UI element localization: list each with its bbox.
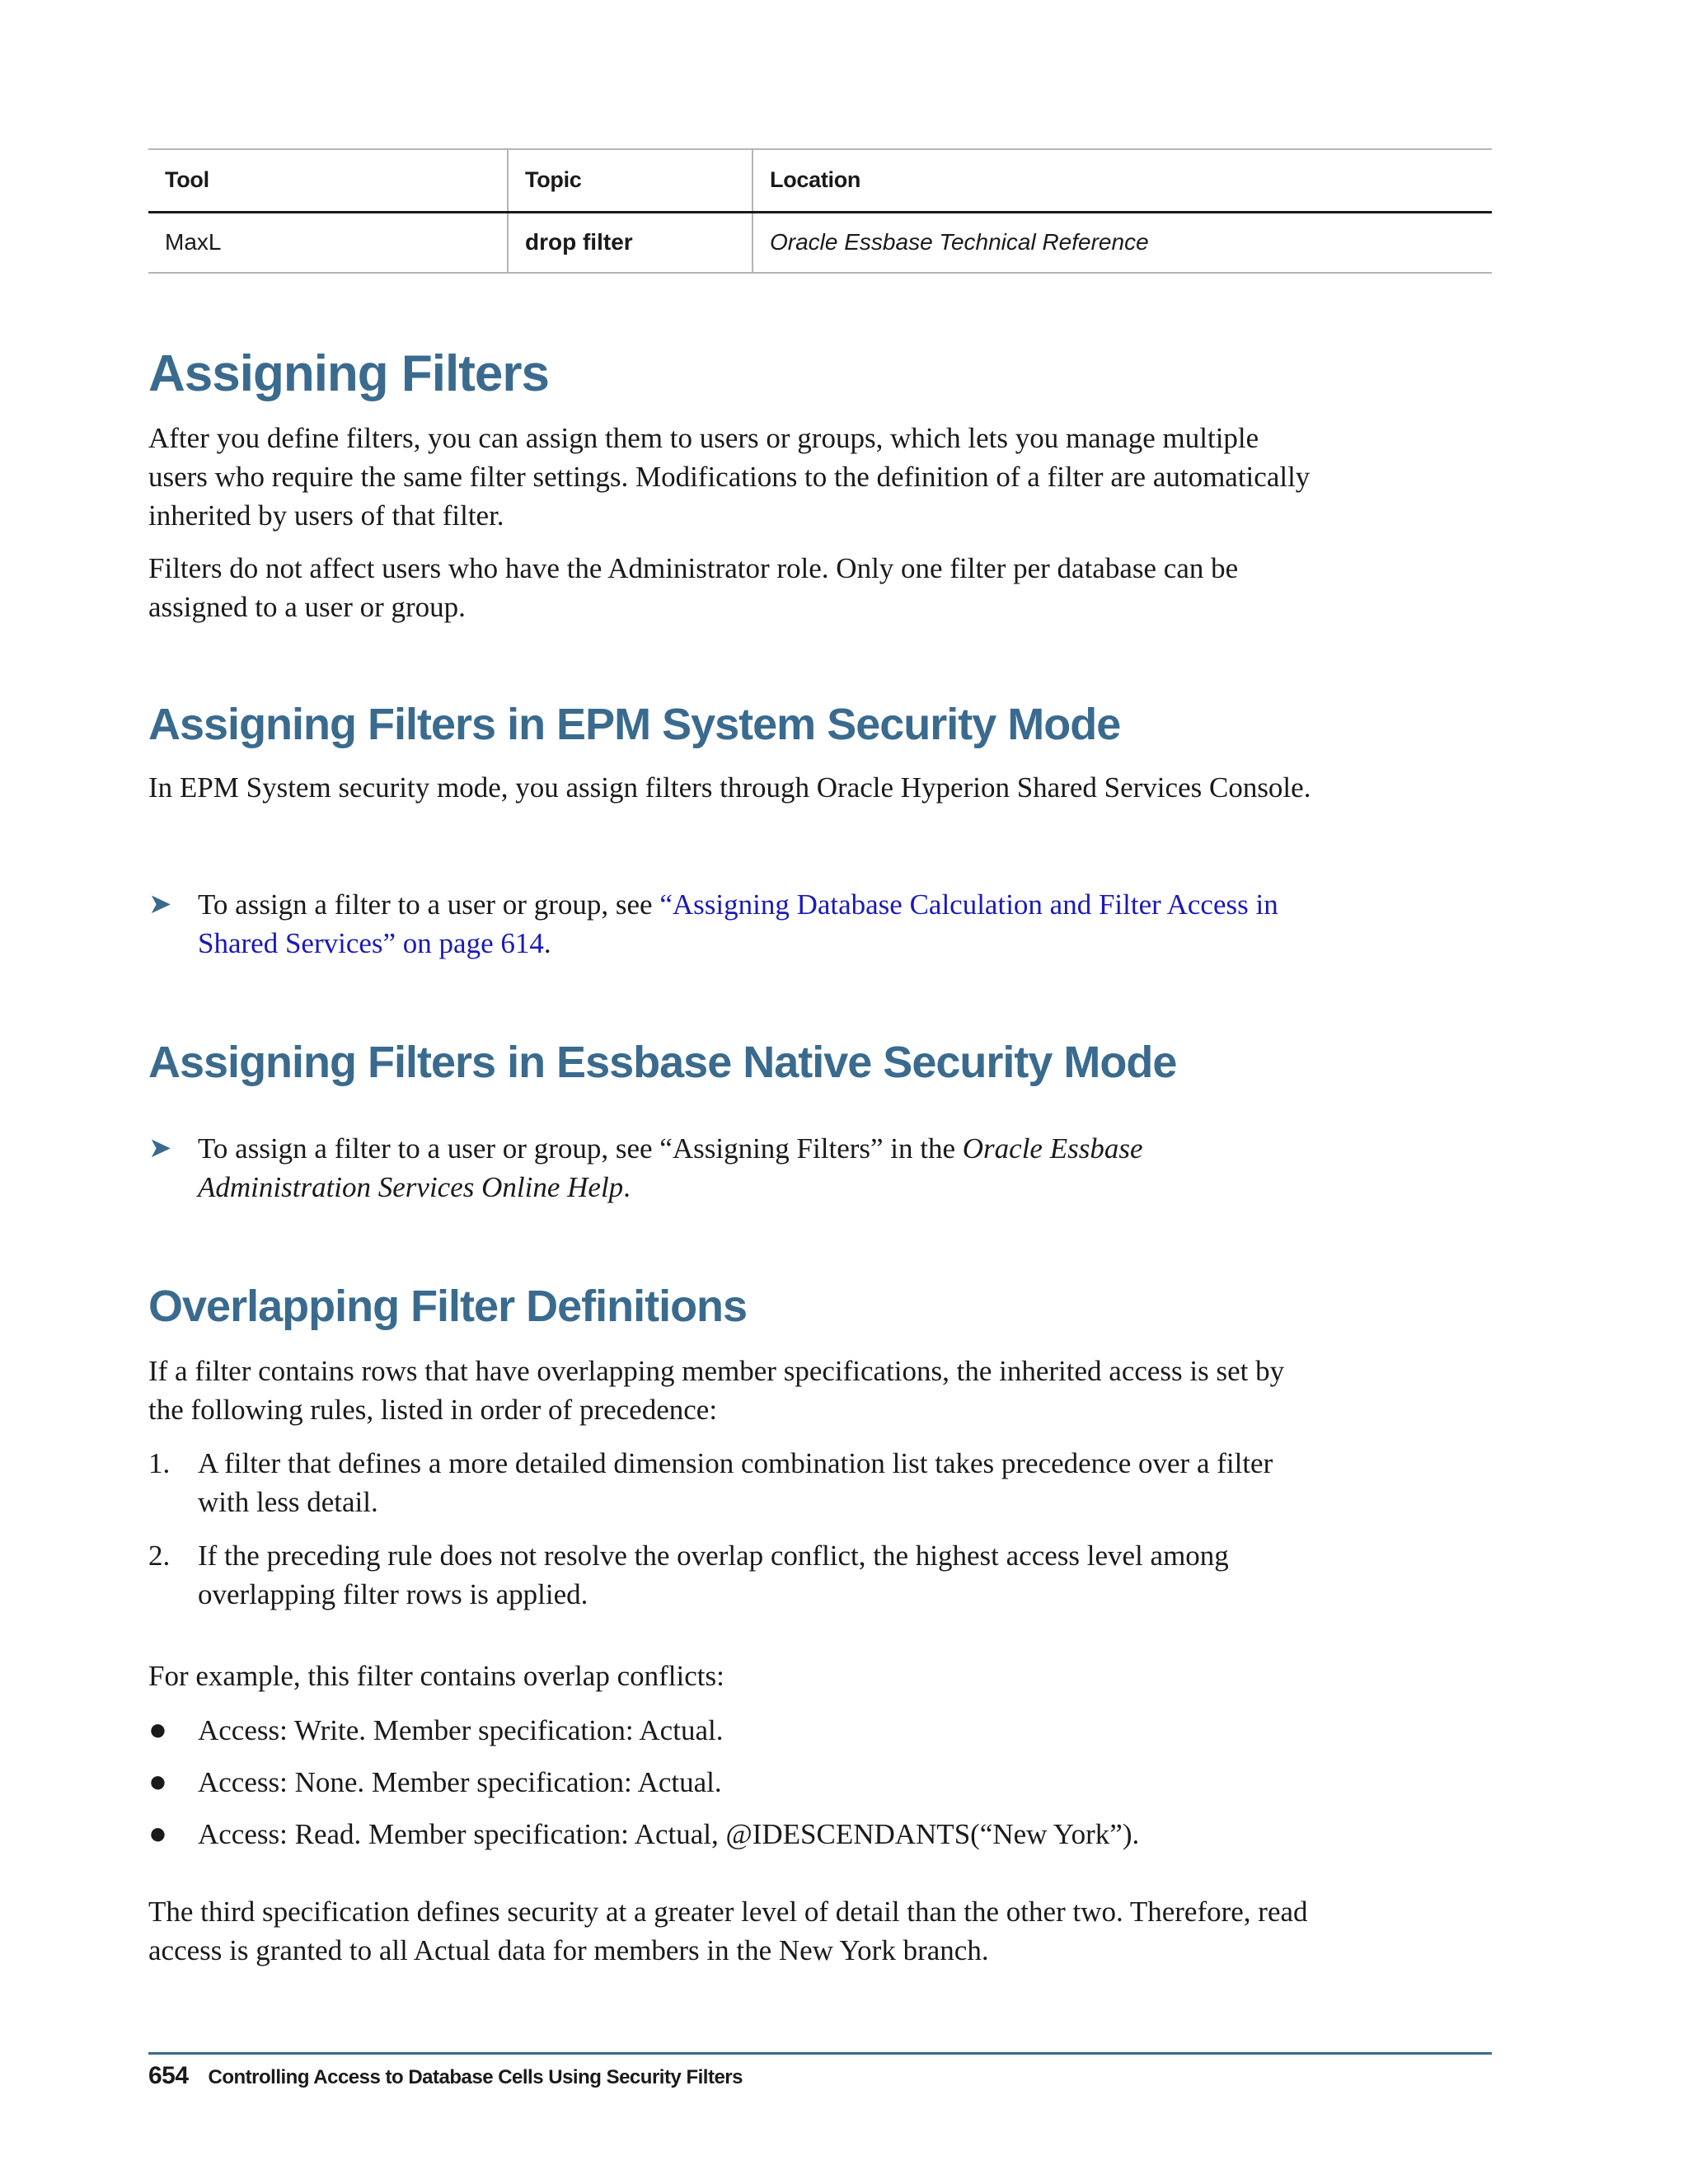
step-suffix: . [623,1171,631,1203]
bullet-icon: ● [148,1765,167,1799]
paragraph-conclusion: The third specification defines security at a greater level of detail than the other two. Therefore, read access is granted to all Actual data for members in the New York branch. [148,1896,1308,1966]
precedence-rules-list [148,1444,1319,1629]
rule-text: A filter that defines a more detailed dimension combination list takes precedence over a filter with less detail. [198,1447,1273,1518]
step-arrow-icon: ➤ [148,888,172,921]
paragraph-overlap-intro: If a filter contains rows that have overlapping member specifications, the inherited access is set by the following rules, listed in order of precedence: [148,1355,1285,1426]
heading-native-security-mode: Assigning Filters in Essbase Native Security Mode [148,1038,1177,1087]
step-text [198,885,1319,963]
cell-tool: MaxL [165,229,222,255]
table-row [148,212,1492,273]
table-header-row [148,149,1492,212]
chapter-title: Controlling Access to Database Cells Using Security Filters [208,2066,743,2088]
reference-table [148,148,1492,274]
list-item [148,1763,1319,1802]
heading-overlapping-filters: Overlapping Filter Definitions [148,1282,748,1331]
bullet-icon: ● [148,1713,167,1747]
example-text: Access: Read. Member specification: Actual, @IDESCENDANTS(“New York”). [198,1818,1140,1850]
rule-text: If the preceding rule does not resolve the overlap conflict, the highest access level among overlapping filter rows is applied. [198,1540,1229,1610]
example-text: Access: None. Member specification: Actual. [198,1766,722,1798]
step-text [198,1129,1319,1207]
heading-epm-security-mode: Assigning Filters in EPM System Security Mode [148,700,1121,749]
step-prefix: To assign a filter to a user or group, see [198,888,660,921]
example-filter-list [148,1711,1319,1867]
paragraph-example-intro: For example, this filter contains overlap conflicts: [148,1660,724,1692]
list-marker: 1. [148,1447,171,1479]
cell-topic: drop filter [508,212,753,273]
procedure-step-native [148,1129,1319,1207]
step-suffix: . [543,927,551,959]
book-title: Oracle Essbase Administration Services Online Help [198,1132,1143,1203]
paragraph-administrator-note: Filters do not affect users who have the Administrator role. Only one filter per database can be assigned to a user or group. [148,552,1239,623]
list-item [148,1711,1319,1750]
list-item [148,1536,1319,1614]
document-page [148,0,1492,2184]
footer-divider [148,2052,1492,2055]
page-number: 654 [148,2062,189,2089]
column-header-tool: Tool [165,167,209,193]
list-item [148,1444,1319,1521]
example-text: Access: Write. Member specification: Actual. [198,1714,724,1746]
cell-location: Oracle Essbase Technical Reference [753,212,1492,273]
step-prefix: To assign a filter to a user or group, see “Assigning Filters” in the [198,1132,963,1165]
link-shared-services-access[interactable]: “Assigning Database Calculation and Filter Access in Shared Services” on page 614 [198,888,1278,959]
heading-assigning-filters: Assigning Filters [148,345,549,402]
column-header-location: Location [753,149,1492,212]
column-header-topic: Topic [508,149,753,212]
paragraph-epm-mode: In EPM System security mode, you assign filters through Oracle Hyperion Shared Services Console. [148,771,1311,804]
procedure-step-epm [148,885,1319,963]
page-footer [148,2062,743,2090]
paragraph-assign-intro: After you define filters, you can assign them to users or groups, which lets you manage multiple users who require the same filter settings. Modifications to the definition of a filter are automatically inherited by users of that filter. [148,422,1311,532]
bullet-icon: ● [148,1816,167,1851]
list-marker: 2. [148,1540,171,1572]
list-item [148,1815,1319,1854]
step-arrow-icon: ➤ [148,1132,172,1165]
